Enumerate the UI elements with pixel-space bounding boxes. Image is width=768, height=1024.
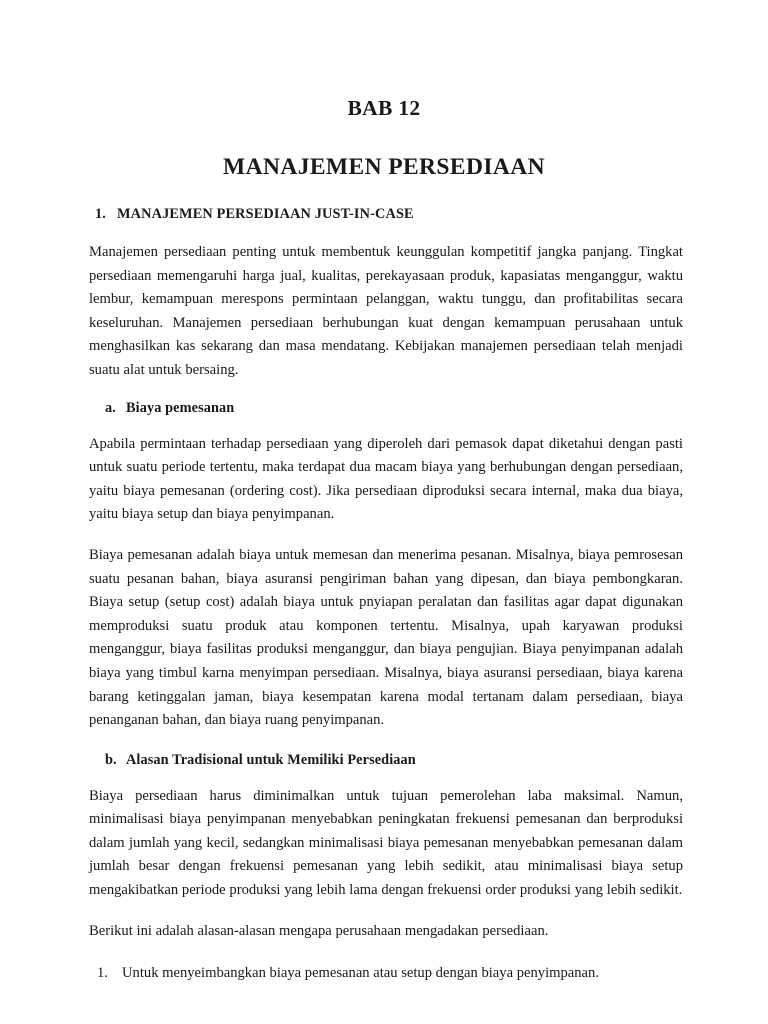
paragraph-b-2: Berikut ini adalah alasan-alasan mengapa perusahaan mengadakan persediaan. (89, 922, 549, 939)
list-item-marker: 1. (97, 965, 108, 982)
subsection-marker: a. (105, 399, 116, 416)
list-item (89, 962, 683, 986)
title-block (0, 96, 768, 181)
section-marker: 1. (95, 206, 107, 222)
subsection-heading-a (89, 400, 683, 417)
subsection-heading-label: Biaya pemesanan (126, 399, 235, 416)
page-subtitle: MANAJEMEN PERSEDIAAN (223, 153, 545, 180)
paragraph-a-2: Biaya pemesanan adalah biaya untuk memesan dan menerima pesanan. Misalnya, biaya pemrosesan suatu pesanan bahan, biaya asuransi pengiriman bahan yang dipesan, dan biaya pembongkaran. Biaya setup (setup cost) adalah biaya untuk pnyiapan peralatan dan fasilitas agar dapat digunakan memproduksi suatu produk atau komponen tertentu. Misalnya, upah karyawan produksi menganggur, biaya fasilitas produksi menganggur, dan biaya pengujian. Biaya penyimpanan adalah biaya yang timbul karna menyimpan persediaan. Misalnya, biaya asuransi persediaan, biaya karena barang ketinggalan jaman, biaya kesempatan karena modal tertanam dalam persediaan, biaya penanganan bahan, dan biaya ruang penyimpanan. (89, 546, 683, 729)
numbered-list (89, 962, 683, 986)
page-title: BAB 12 (347, 96, 421, 120)
subsection-heading-label: Alasan Tradisional untuk Memiliki Persediaan (126, 751, 416, 768)
body-column (89, 206, 683, 990)
section-heading-1 (89, 206, 683, 223)
section-heading-label: MANAJEMEN PERSEDIAAN JUST-IN-CASE (117, 206, 414, 222)
paragraph-a-1: Apabila permintaan terhadap persediaan yang diperoleh dari pemasok dapat diketahui dengan pasti untuk suatu periode tertentu, maka terdapat dua macam biaya yang berhubungan dengan persediaan, yaitu biaya pemesanan (ordering cost). Jika persediaan diproduksi secara internal, maka dua biaya, yaitu biaya setup dan biaya penyimpanan. (89, 435, 683, 523)
paragraph-intro: Manajemen persediaan penting untuk membentuk keunggulan kompetitif jangka panjang. Tingkat persediaan memengaruhi harga jual, kualitas, perekayasaan produk, kapasiatas menganggur, waktu lembur, kemampuan merespons permintaan pelanggan, waktu tunggu, dan profitabilitas secara keseluruhan. Manajemen persediaan berhubungan kuat dengan kemampuan perusahaan untuk menghasilkan kas sekarang dan masa mendatang. Kebijakan manajemen persediaan telah menjadi suatu alat untuk bersaing. (89, 244, 683, 378)
paragraph-b-1: Biaya persediaan harus diminimalkan untuk tujuan pemerolehan laba maksimal. Namun, minimalisasi biaya penyimpanan menyebabkan peningkatan frekuensi pemesanan dan berproduksi dalam jumlah yang kecil, sedangkan minimalisasi biaya pemesanan menyebabkan pemesanan dalam jumlah besar dengan frekuensi pemesanan yang lebih sedikit, atau minimalisasi biaya setup mengakibatkan periode produksi yang lebih lama dengan frekuensi order produksi yang lebih sedikit. (89, 787, 683, 899)
subsection-marker: b. (105, 751, 117, 768)
subsection-heading-b (89, 752, 683, 769)
list-item-text: Untuk menyeimbangkan biaya pemesanan atau setup dengan biaya penyimpanan. (122, 965, 599, 982)
